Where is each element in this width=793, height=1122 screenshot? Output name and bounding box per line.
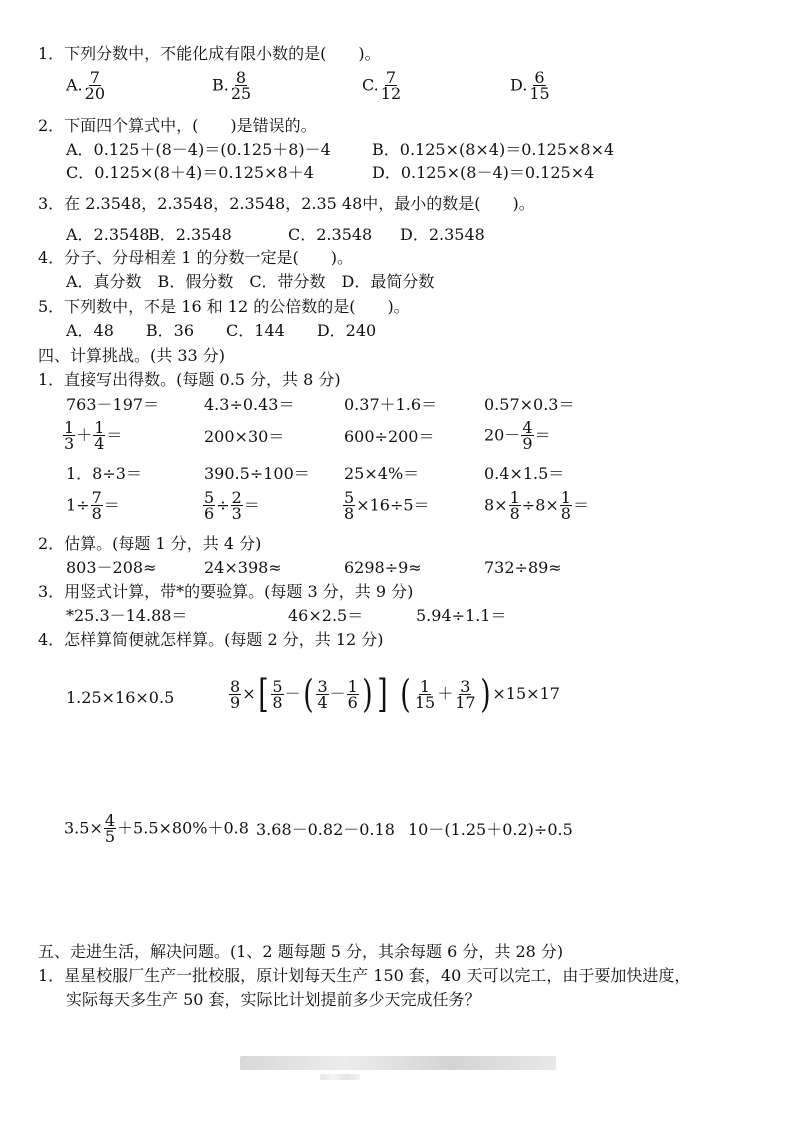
fraction <box>380 70 402 101</box>
denominator: 9 <box>522 434 533 453</box>
q4-stem: 4．分子、分母相差 1 的分数一定是( )。 <box>38 248 354 267</box>
simplify-item <box>64 813 249 844</box>
calc-item: 1．8÷3＝ <box>66 464 142 483</box>
watermark-blur <box>320 1074 360 1080</box>
denominator: 6 <box>204 504 215 523</box>
left-paren: ( <box>302 672 314 716</box>
calc-item <box>202 490 260 521</box>
simplify-item: 3.68－0.82－0.18 <box>256 820 395 839</box>
equals-sign: ＝ <box>534 425 551 445</box>
numerator: 7 <box>89 68 100 87</box>
numerator: 3 <box>317 676 328 696</box>
left-bracket: [ <box>257 672 269 716</box>
section4-part3-title: 3．用竖式计算，带*的要验算。(每题 3 分，共 9 分) <box>38 582 414 601</box>
section4-part2-title: 2．估算。(每题 1 分，共 4 分) <box>38 534 262 553</box>
numerator: 1 <box>64 418 75 437</box>
calc-item: 763－197＝ <box>66 395 160 414</box>
q5-options: A．48 B．36 C．144 D．240 <box>66 321 377 340</box>
q1-option-c <box>362 70 403 101</box>
operator: － <box>284 684 301 703</box>
q3-stem: 3．在 2.3548，2.3548，2.3548，2.35 48中，最小的数是( )。 <box>38 194 535 213</box>
numerator: 5 <box>204 488 215 507</box>
operand: ×15×17 <box>492 684 560 703</box>
denominator: 8 <box>560 504 571 523</box>
fraction <box>271 676 283 712</box>
option-label: B. <box>212 75 229 95</box>
numerator: 4 <box>104 811 116 830</box>
vertical-calc-item: 5.94÷1.1＝ <box>416 606 507 625</box>
right-bracket: ] <box>376 672 388 716</box>
right-paren: ) <box>479 672 491 716</box>
numerator: 2 <box>231 488 242 507</box>
option-label: A. <box>66 75 83 95</box>
q2-option-d: D．0.125×(8－4)＝0.125×4 <box>372 163 595 182</box>
option-label: D. <box>510 75 528 95</box>
numerator: 6 <box>534 68 545 87</box>
numerator: 1 <box>560 488 571 507</box>
fraction <box>84 70 106 101</box>
denominator: 20 <box>84 84 105 103</box>
q2-option-b: B．0.125×(8×4)＝0.125×8×4 <box>372 140 615 159</box>
fraction <box>93 420 105 451</box>
numerator: 7 <box>385 68 397 87</box>
watermark-blur <box>240 1056 556 1070</box>
calc-item <box>484 490 589 521</box>
numerator: 1 <box>509 488 520 507</box>
vertical-calc-item: 46×2.5＝ <box>288 606 364 625</box>
operator: ＋ <box>437 684 454 703</box>
operand: 8× <box>484 495 508 515</box>
operator: × <box>242 684 256 703</box>
numerator: 1 <box>347 676 358 696</box>
denominator: 8 <box>509 504 520 523</box>
operand: ×16÷5＝ <box>356 495 430 515</box>
q1-option-b <box>212 70 253 101</box>
q2-stem: 2．下面四个算式中，( )是错误的。 <box>38 116 317 135</box>
section5-title: 五、走进生活，解决问题。(1、2 题每题 5 分，其余每题 6 分，共 28 分) <box>38 942 564 961</box>
calc-item <box>62 420 122 451</box>
vertical-calc-item: *25.3－14.88＝ <box>66 606 188 625</box>
left-paren: ( <box>400 672 411 716</box>
denominator: 8 <box>272 692 283 712</box>
option-label: C. <box>362 75 379 95</box>
numerator: 3 <box>460 676 471 696</box>
calc-item: 600÷200＝ <box>344 427 435 446</box>
simplify-item <box>228 672 390 716</box>
equals-sign: ＝ <box>243 495 260 515</box>
denominator: 17 <box>455 692 476 712</box>
simplify-item: 1.25×16×0.5 <box>66 688 175 707</box>
operand: ÷8× <box>521 495 559 515</box>
fraction <box>560 490 572 521</box>
fraction <box>414 676 436 712</box>
fraction <box>347 676 359 712</box>
calc-item: 25×4%＝ <box>344 464 420 483</box>
right-paren: ) <box>362 672 373 716</box>
calc-item: 0.4×1.5＝ <box>484 464 565 483</box>
section4-title: 四、计算挑战。(共 33 分) <box>38 346 226 365</box>
estimate-item: 803－208≈ <box>66 558 157 577</box>
denominator: 4 <box>94 434 105 453</box>
numerator: 7 <box>91 488 102 507</box>
numerator: 1 <box>419 676 431 696</box>
q3-option-a: A．2.3548 <box>66 225 150 244</box>
equals-sign: ＝ <box>103 495 120 515</box>
denominator: 15 <box>529 84 550 103</box>
fraction <box>91 490 103 521</box>
numerator: 5 <box>344 488 355 507</box>
numerator: 8 <box>230 676 241 696</box>
q1-option-d <box>510 70 552 101</box>
equals-sign: ＝ <box>572 495 589 515</box>
denominator: 6 <box>347 692 358 712</box>
denominator: 12 <box>380 84 402 103</box>
numerator: 8 <box>235 68 247 87</box>
q3-option-b: B．2.3548 <box>148 225 232 244</box>
numerator: 1 <box>94 418 105 437</box>
fraction <box>231 490 243 521</box>
fraction <box>316 676 328 712</box>
denominator: 8 <box>91 504 102 523</box>
denominator: 8 <box>344 504 355 523</box>
calc-item: 4.3÷0.43＝ <box>204 395 295 414</box>
section4-part4-title: 4．怎样算简便就怎样算。(每题 2 分，共 12 分) <box>38 630 384 649</box>
denominator: 5 <box>104 827 116 846</box>
estimate-item: 24×398≈ <box>204 558 282 577</box>
operand: 20－ <box>484 425 521 445</box>
denominator: 25 <box>230 84 252 103</box>
fraction <box>343 490 355 521</box>
section5-q1-line2: 实际每天多生产 50 套，实际比计划提前多少天完成任务？ <box>66 990 481 1009</box>
q1-option-a <box>66 70 107 101</box>
operand: 1÷ <box>66 495 90 515</box>
denominator: 3 <box>231 504 242 523</box>
operator: ＋ <box>76 425 93 445</box>
denominator: 15 <box>414 692 436 712</box>
fraction <box>509 490 521 521</box>
operand: 3.5× <box>64 818 103 838</box>
equals-sign: ＝ <box>106 425 123 445</box>
operand: ＋5.5×80%＋0.8 <box>117 818 249 838</box>
numerator: 4 <box>522 418 533 437</box>
fraction <box>454 676 476 712</box>
calc-item: 200×30＝ <box>204 427 285 446</box>
q2-option-a: A．0.125＋(8－4)＝(0.125＋8)－4 <box>66 140 331 159</box>
simplify-item <box>398 672 560 716</box>
fraction <box>229 676 241 712</box>
q5-stem: 5．下列数中，不是 16 和 12 的公倍数的是( )。 <box>38 297 410 316</box>
estimate-item: 6298÷9≈ <box>344 558 422 577</box>
numerator: 5 <box>272 676 283 696</box>
calc-item: 0.57×0.3＝ <box>484 395 575 414</box>
calc-item <box>484 420 551 451</box>
denominator: 4 <box>317 692 328 712</box>
fraction <box>63 420 75 451</box>
denominator: 9 <box>230 692 241 712</box>
fraction <box>230 70 252 101</box>
estimate-item: 732÷89≈ <box>484 558 562 577</box>
q3-option-c: C．2.3548 <box>288 225 373 244</box>
section5-q1-line1: 1．星星校服厂生产一批校服，原计划每天生产 150 套，40 天可以完工，由于要加快进度， <box>38 966 691 985</box>
fraction <box>521 420 533 451</box>
fraction <box>203 490 215 521</box>
calc-item <box>66 490 120 521</box>
operator: － <box>329 684 346 703</box>
q3-option-d: D．2.3548 <box>400 225 485 244</box>
fraction <box>104 813 116 844</box>
q1-stem: 1．下列分数中，不能化成有限小数的是( )。 <box>38 44 381 63</box>
calc-item: 0.37＋1.6＝ <box>344 395 438 414</box>
q2-option-c: C．0.125×(8＋4)＝0.125×8＋4 <box>66 163 314 182</box>
section4-part1-title: 1．直接写出得数。(每题 0.5 分，共 8 分) <box>38 370 341 389</box>
simplify-item: 10－(1.25＋0.2)÷0.5 <box>408 820 573 839</box>
calc-item: 390.5÷100＝ <box>204 464 310 483</box>
denominator: 3 <box>64 434 75 453</box>
fraction <box>528 70 550 101</box>
operator: ÷ <box>216 495 230 515</box>
calc-item <box>342 490 430 521</box>
q4-options: A．真分数 B．假分数 C．带分数 D．最简分数 <box>66 272 435 291</box>
